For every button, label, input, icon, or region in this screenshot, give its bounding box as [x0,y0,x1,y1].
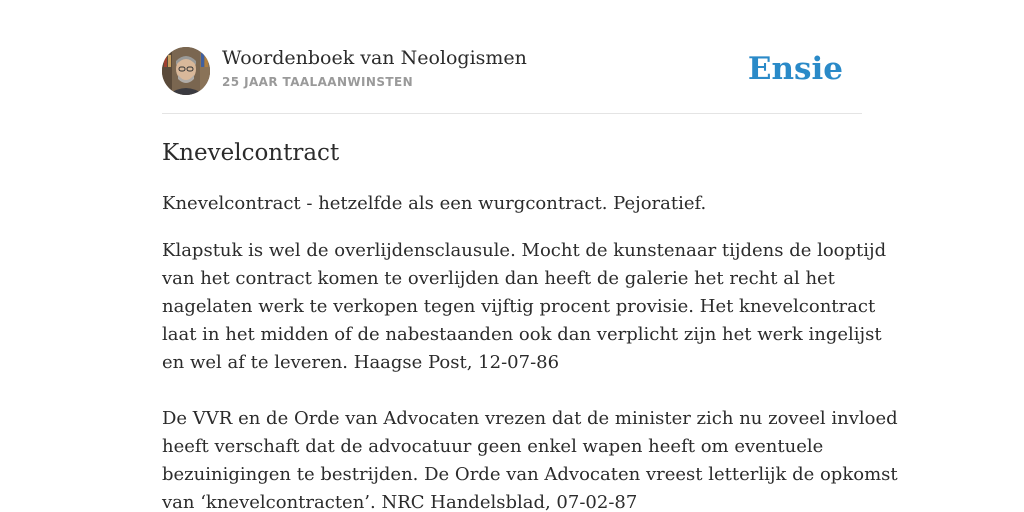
entry-title: Knevelcontract [162,140,340,166]
quote-line: heeft verschaft dat de advocatuur geen enkel wapen heeft om eventuele [162,436,824,457]
quote-line: De VVR en de Orde van Advocaten vrezen dat de minister zich nu zoveel invloed [162,408,898,429]
quote-line: Klapstuk is wel de overlijdensclausule. Mocht de kunstenaar tijdens de looptijd [162,240,887,261]
quote-paragraph [162,237,887,377]
quote-line: nagelaten werk te verkopen tegen vijftig procent provisie. Het knevelcontract [162,296,876,317]
quote-line: van ‘knevelcontracten’. NRC Handelsblad, 07-02-87 [162,492,638,512]
quote-paragraph [162,405,898,512]
site-title[interactable]: Woordenboek van Neologismen [222,47,527,69]
quote-line: bezuinigingen te bestrijden. De Orde van Advocaten vreest letterlijk de opkomst [162,464,898,485]
author-avatar[interactable] [162,47,210,95]
entry-quotes [162,237,898,512]
entry-definition: Knevelcontract - hetzelfde als een wurgcontract. Pejoratief. [162,193,707,214]
header-divider [162,113,862,114]
quote-line: van het contract komen te overlijden dan heeft de galerie het recht al het [162,268,835,289]
site-subtitle: 25 JAAR TAALAANWINSTEN [222,75,414,89]
avatar-portrait-image [162,47,210,95]
quote-line: laat in het midden of de nabestaanden ook dan verplicht zijn het werk ingelijst [162,324,882,345]
site-header [162,46,862,96]
brand-logo[interactable]: Ensie [747,51,843,87]
quote-line: en wel af te leveren. Haagse Post, 12-07-86 [162,352,560,373]
